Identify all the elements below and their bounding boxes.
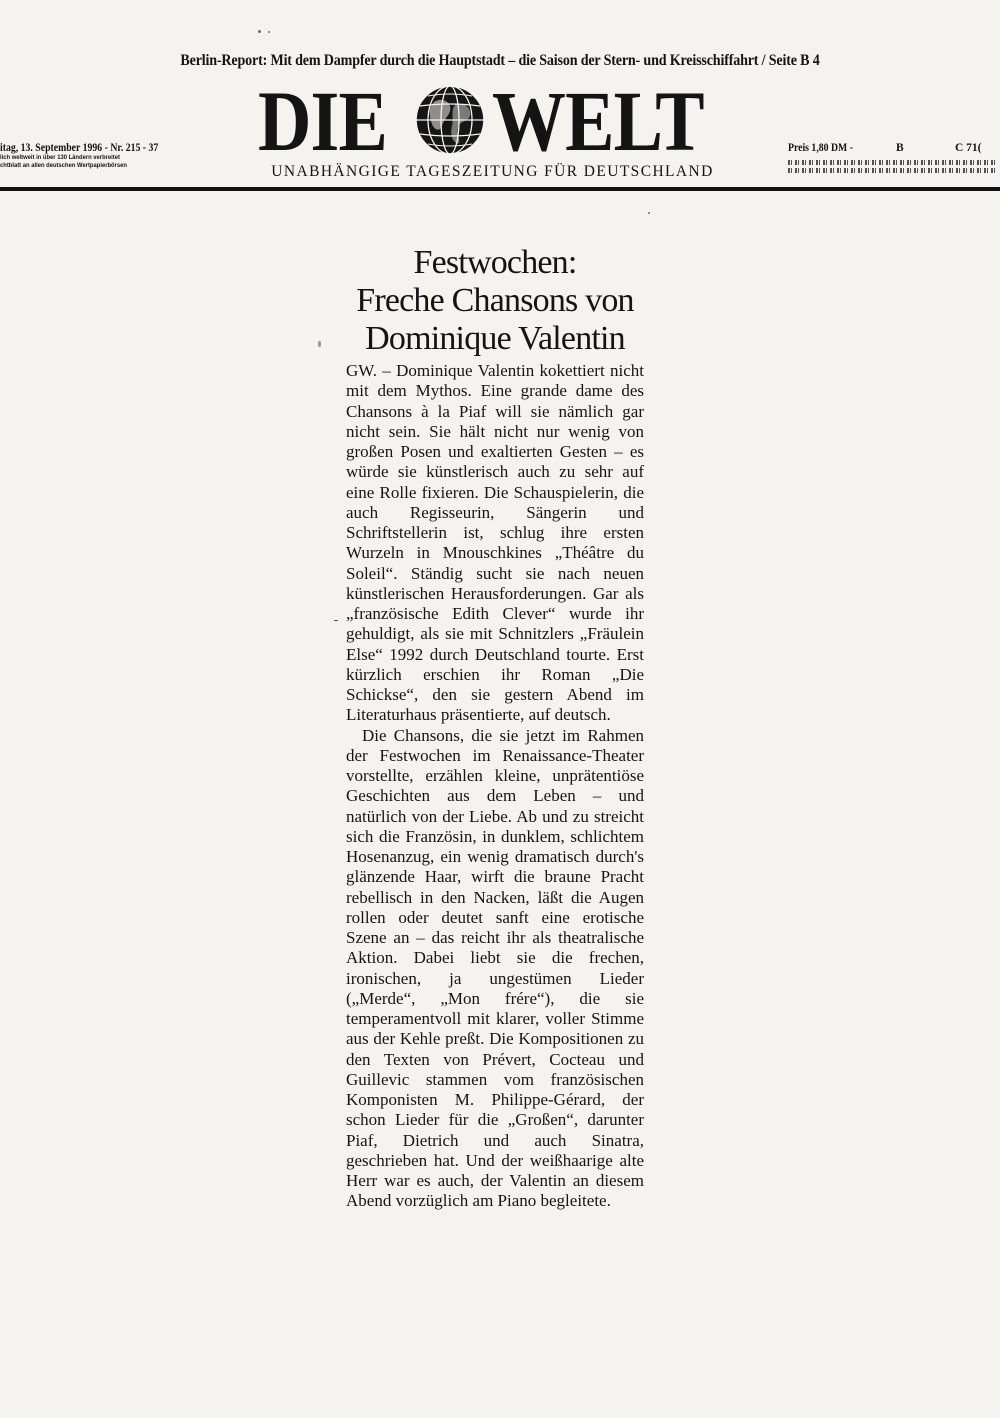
- article-body: [346, 361, 644, 1212]
- price-label: Preis 1,80 DM -: [788, 142, 853, 154]
- postal-code: C 71(: [955, 142, 982, 154]
- issue-info: [0, 142, 220, 170]
- price-info: [785, 142, 1000, 174]
- logo-word-die: DIE: [258, 73, 387, 169]
- masthead-rule: [0, 187, 1000, 191]
- headline-line: Freche Chansons von: [356, 282, 634, 319]
- globe-icon: [414, 84, 486, 156]
- price-row: [785, 142, 1000, 158]
- headline-line: Dominique Valentin: [365, 320, 625, 357]
- scan-speck: [334, 620, 338, 621]
- masthead-subtitle: UNABHÄNGIGE TAGESZEITUNG FÜR DEUTSCHLAND: [271, 163, 714, 180]
- scan-speck: [648, 212, 650, 214]
- issue-date: itag, 13. September 1996 - Nr. 215 - 37: [0, 142, 159, 154]
- distribution-note: lich weltweit in über 130 Ländern verbreitet: [0, 154, 120, 161]
- exchange-note: chtblatt an allen deutschen Wertpapierbörsen: [0, 162, 127, 169]
- logo-word-welt: WELT: [492, 73, 704, 169]
- headline-line: Festwochen:: [413, 244, 577, 281]
- newspaper-logo: [258, 73, 746, 169]
- article-headline: [330, 244, 660, 358]
- article-paragraph: Die Chansons, die sie jetzt im Rahmen der Festwochen im Renaissance-Theater vorstellte, erzählen kleine, unprätentiöse Geschichten aus dem Leben – und natürlich von der Liebe. Ab und zu streicht sich die Französin, in dunklem, schlichtem Hosenanzug, ein wenig dramatisch durch's glänzende Haar, wirft die braune Pracht rebellisch in den Nacken, läßt die Augen rollen oder deutet sanft eine erotische Szene an – das reicht ihr als theatralische Aktion. Dabei liebt sie die frechen, ironischen, ja ungestümen Lieder („Merde“, „Mon frére“), die sie temperamentvoll mit klarer, voller Stimme aus der Kehle preßt. Die Kompositionen zu den Texten von Prévert, Cocteau und Guillevic stammen vom französischen Komponisten M. Philippe-Gérard, der schon Lieder für die „Großen“, darunter Piaf, Dietrich und auch Sinatra, geschrieben hat. Und der weißhaarige alte Herr war es auch, der Valentin an diesem Abend vorzüglich am Piano begleitete.: [346, 725, 644, 1211]
- edition-label: B: [896, 142, 904, 154]
- illegible-fineprint: [788, 160, 998, 174]
- scan-speck: [268, 31, 270, 33]
- article-paragraph: GW. – Dominique Valentin kokettiert nicht mit dem Mythos. Eine grande dame des Chansons à la Piaf will sie nämlich gar nicht sein. Sie hält nicht nur wenig von großen Posen und exaltierten Gesten – es würde sie künstlerisch auch zu sehr auf eine Rolle fixieren. Die Schauspielerin, die auch Regisseurin, Sängerin und Schriftstellerin ist, schlug ihre ersten Wurzeln in Mnouschkines „Théâtre du Soleil“. Ständig sucht sie nach neuen künstlerischen Herausforderungen. Gar als „französische Edith Clever“ wurde ihr gehuldigt, als sie mit Schnitzlers „Fräulein Else“ 1992 durch Deutschland tourte. Erst kürzlich erschien ihr Roman „Die Schickse“, den sie gestern Abend im Literaturhaus präsentierte, auf deutsch.: [346, 361, 644, 725]
- scan-speck: [258, 30, 261, 33]
- scan-speck: [318, 341, 321, 347]
- masthead-banner: Berlin-Report: Mit dem Dampfer durch die Hauptstadt – die Saison der Stern- und Kreisschiffahrt / Seite B 4: [180, 52, 820, 69]
